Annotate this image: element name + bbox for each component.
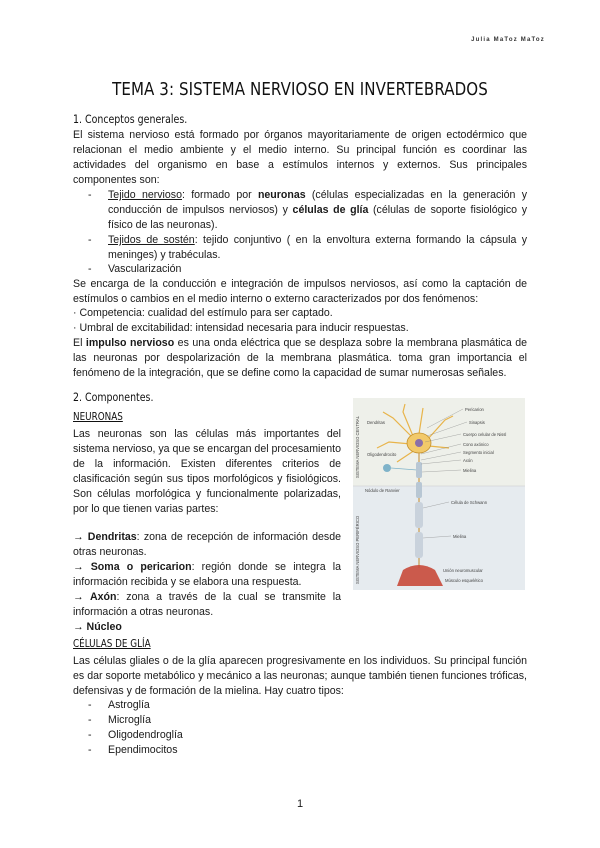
- figure-label: Cuerpo celular de Nissl: [463, 432, 507, 437]
- glia-intro: Las células gliales o de la glía aparecen progresivamente en los individuos. Su principal función es dar soporte metabólico y mecánico a las neuronas; aunque también tienen funciones tróficas, defensivas y de formación de la mielina. Hay cuatro tipos:: [73, 655, 527, 698]
- section-1-paragraph-2: Se encarga de la conducción e integración de impulsos nerviosos, así como la captación de estímulos o cambios en el medio interno o externo caracterizados por dos fenómenos:: [73, 278, 527, 306]
- bullet-umbral: · Umbral de excitabilidad: intensidad necesaria para inducir respuestas.: [73, 322, 409, 334]
- glia-type-item: - Oligodendroglía: [88, 729, 183, 741]
- figure-label: Sinapsis: [469, 420, 485, 425]
- neuronas-subheading: NEURONAS: [73, 410, 123, 423]
- component-item-tejido-nervioso: - Tejido nervioso: formado por neuronas (células especializadas en la generación y conducción de impulsos nerviosos) y células de glía (células de soporte fisiológico y físico de las neuronas).: [88, 189, 528, 232]
- section-1-intro: El sistema nervioso está formado por órganos mayoritariamente de origen ectodérmico que relacionan el medio ambiente y el medio interno. Su principal función es coordinar las actividades del organismo en base a estímulos internos y externos. Sus principales componentes son:: [73, 129, 527, 187]
- neuron-part-dendritas: → Dendritas: zona de recepción de información desde otras neuronas.: [73, 531, 341, 559]
- figure-label: Pericarion: [465, 407, 484, 412]
- figure-label: Unión neuromuscular: [443, 568, 483, 573]
- page-number: 1: [296, 798, 304, 810]
- figure-label: Oligodendrocito: [367, 452, 397, 457]
- page-title: TEMA 3: SISTEMA NERVIOSO EN INVERTEBRADOS: [112, 80, 488, 100]
- side-label-peripheral: SISTEMA NERVIOSO PERIFÉRICO: [355, 515, 360, 584]
- component-item-vascularizacion: - Vascularización: [88, 263, 182, 275]
- neuron-part-soma: → Soma o pericarion: región donde se integra la información recibida y se elabora una respuesta.: [73, 561, 341, 589]
- figure-label: Segmento inicial: [463, 450, 494, 455]
- bullet-competencia: · Competencia: cualidad del estímulo para ser captado.: [73, 307, 333, 319]
- figure-label: Dendritas: [367, 420, 385, 425]
- neuron-part-axon: → Axón: zona a través de la cual se transmite la información a otras neuronas.: [73, 591, 341, 619]
- side-label-central: SISTEMA NERVIOSO CENTRAL: [355, 415, 360, 478]
- myelin-segment: [415, 532, 423, 558]
- neuronas-intro: Las neuronas son las células más importantes del sistema nervioso, ya que se encargan del procesamiento de la información. Existen diferentes criterios de clasificación según sus tipos morfológicos y fisiológicos. Son células morfológica y funcionalmente polarizadas, por lo que tienen varias partes:: [73, 428, 341, 516]
- figure-label: Célula de Schwann: [451, 500, 488, 505]
- section-2-heading: 2. Componentes.: [73, 390, 154, 404]
- figure-label: Músculo esquelético: [445, 578, 483, 583]
- glia-subheading: CÉLULAS DE GLÍA: [73, 637, 151, 650]
- nucleus-shape: [415, 439, 423, 447]
- myelin-segment: [415, 502, 423, 528]
- neuron-part-nucleo: → Núcleo: [73, 621, 122, 633]
- impulso-nervioso-paragraph: El impulso nervioso es una onda eléctrica que se desplaza sobre la membrana plasmática de las neuronas por despolarización de la membrana plasmática. toma gran importancia el fenómeno de la integración, que se define como la capacidad de sumar numerosas señales.: [73, 337, 527, 380]
- myelin-segment: [416, 462, 422, 478]
- oligodendrocyte-shape: [383, 464, 391, 472]
- figure-label: Cono axónico: [463, 442, 489, 447]
- section-1-heading: 1. Conceptos generales.: [73, 112, 188, 126]
- component-item-tejidos-sosten: - Tejidos de sostén: tejido conjuntivo ( en la envoltura externa formando la cápsula y meninges) y trabéculas.: [88, 234, 528, 262]
- glia-type-item: - Microglía: [88, 714, 151, 726]
- figure-label: Nódulo de Ranvier: [365, 488, 400, 493]
- figure-label: Axón: [463, 458, 473, 463]
- author-name: Julia MaToz MaToz: [471, 37, 545, 43]
- figure-label: Mielina: [463, 468, 477, 473]
- neuron-diagram: [353, 398, 525, 590]
- figure-label: Mielina: [453, 534, 467, 539]
- myelin-segment: [416, 482, 422, 498]
- glia-type-item: - Astroglía: [88, 699, 150, 711]
- glia-type-item: - Ependimocitos: [88, 744, 178, 756]
